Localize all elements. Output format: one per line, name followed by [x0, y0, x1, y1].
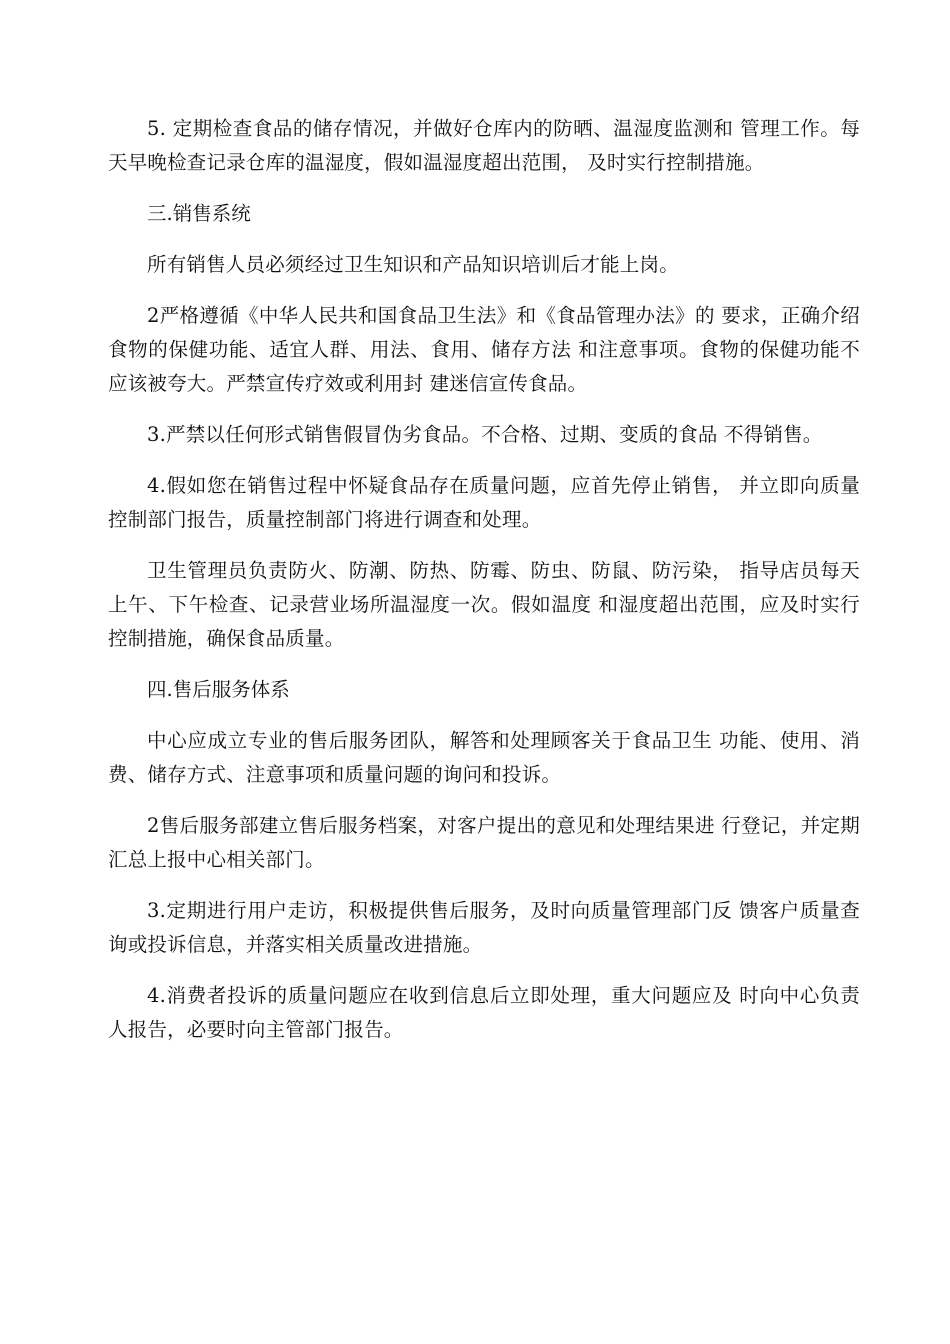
- paragraph-after-sales-team: 中心应成立专业的售后服务团队，解答和处理顾客关于食品卫生 功能、使用、消费、储存方式、注意事项和质量问题的询问和投诉。: [108, 729, 860, 786]
- section-heading-sales: 三.销售系统: [147, 202, 251, 225]
- paragraph-hygiene-manager: 卫生管理员负责防火、防潮、防热、防霉、防虫、防鼠、防污染， 指导店员每天上午、下午检查、记录营业场所温湿度一次。假如温度 和湿度超出范围，应及时实行控制措施，确保食品质量。: [108, 559, 860, 650]
- paragraph-after-sales-visits: 3.定期进行用户走访，积极提供售后服务，及时向质量管理部门反 馈客户质量查询或投诉信息，并落实相关质量改进措施。: [108, 899, 860, 956]
- document-page: [108, 112, 860, 1064]
- paragraph-sales-training: 所有销售人员必须经过卫生知识和产品知识培训后才能上岗。: [147, 253, 679, 276]
- paragraph-sales-law: 2严格遵循《中华人民共和国食品卫生法》和《食品管理办法》的 要求，正确介绍食物的保健功能、适宜人群、用法、食用、储存方法 和注意事项。食物的保健功能不应该被夸大。严禁宣传疗效或利用封 建迷信宣传食品。: [108, 304, 860, 395]
- paragraph-sales-quality-report: 4.假如您在销售过程中怀疑食品存在质量问题，应首先停止销售， 并立即向质量控制部门报告，质量控制部门将进行调查和处理。: [108, 474, 860, 531]
- paragraph-complaint-handling: 4.消费者投诉的质量问题应在收到信息后立即处理，重大问题应及 时向中心负责人报告，必要时向主管部门报告。: [108, 984, 860, 1041]
- paragraph-after-sales-archive: 2售后服务部建立售后服务档案，对客户提出的意见和处理结果进 行登记，并定期汇总上报中心相关部门。: [108, 814, 860, 871]
- paragraph-storage-check: 5. 定期检查食品的储存情况，并做好仓库内的防晒、温湿度监测和 管理工作。每天早晚检查记录仓库的温湿度，假如温湿度超出范围， 及时实行控制措施。: [108, 117, 860, 174]
- section-heading-after-sales: 四.售后服务体系: [147, 678, 290, 701]
- paragraph-sales-prohibition: 3.严禁以任何形式销售假冒伪劣食品。不合格、过期、变质的食品 不得销售。: [147, 423, 823, 446]
